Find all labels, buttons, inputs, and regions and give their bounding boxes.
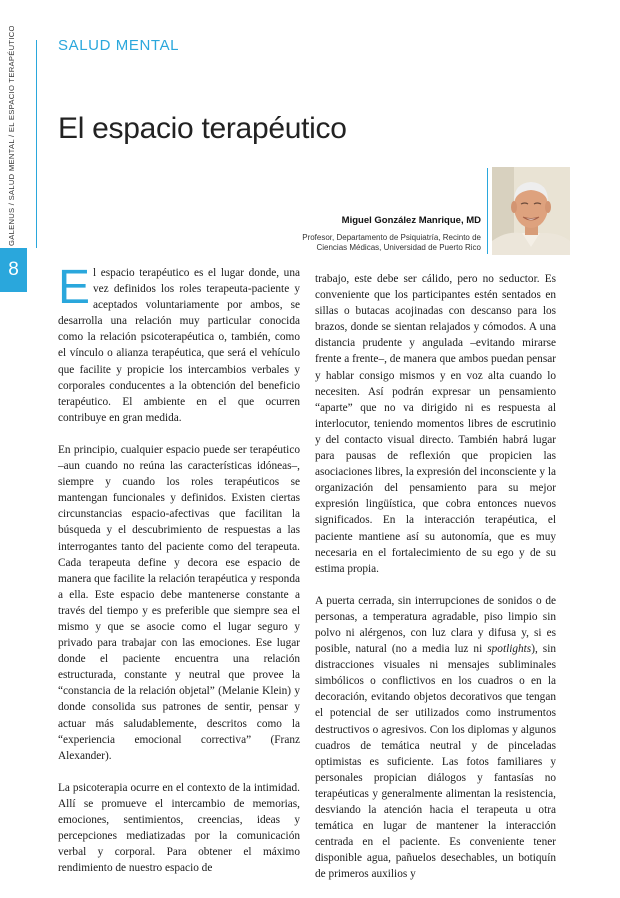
author-byline [302, 215, 481, 253]
author-affiliation-line: Profesor, Departamento de Psiquiatría, Recinto de [302, 233, 481, 242]
body-text: l espacio terapéutico es el lugar donde, una vez definidos los roles terapeuta-paciente y aceptados voluntariamente por ambos, se desarrolla una relación muy particular conocida como la relación psicoterapéutica o, también, como el vínculo o alianza terapéutica, que será el vehículo que facilite y propicie los intercambios verbales y corporales conducentes a la obtención del beneficio terapéutico. El ambiente en el que ocurren contribuye en gran medida. [58, 267, 300, 424]
author-portrait-illustration [492, 167, 570, 255]
article-title: El espacio terapéutico [58, 112, 347, 145]
body-paragraph [58, 261, 300, 426]
body-text: ), sin distracciones visuales ni mensajes subliminales simbólicos o conflictivos en los cuadros o en la decoración, evitando objetos decorativos que tengan el potencial de ser utilizados como instrumentos destructivos o agresivos. Con los diplomas y algunos cuadros de temática neutral y de pinceladas optimistas es suficiente. Las fotos familiares y personales propician diálogos y fantasías no terapéuticas y generalmente alimentan la resistencia, desviando la atención hacia el terapeuta u otra temática en lugar de mantener la interacción centrada en el paciente. Es conveniente tener disponible agua, pañuelos desechables, un botiquín de primeros auxilios y [315, 643, 556, 881]
author-affiliation [302, 233, 481, 253]
body-paragraph [315, 593, 556, 883]
sidebar-divider [36, 40, 37, 248]
body-paragraph: trabajo, este debe ser cálido, pero no seductor. Es conveniente que los participantes estén sentados en sillas o butacas acojinadas con descanso para los brazos, donde se sientan relajados y cómodos. A una distancia prudente y angulada –evitando mirarse frente a frente–, de manera que ambos puedan pensar y hablar consigo mismos y en voz alta cuando lo necesiten. Así podrán expresar un pensamiento “aparte” que no va dirigido ni es respuesta al interlocutor, teniendo momentos libres de escrutinio y del contacto visual directo. También habrá lugar para pausas de reflexión que propicien las asociaciones libres, la expresión del inconsciente y la organización del pensamiento para su mejor expresión lingüística, que cobra entonces nuevos significados. En la interacción terapéutica, el paciente mantiene así su autonomía, que es muy necesaria en el fortalecimiento de su ego y de su estima propia. [315, 273, 556, 575]
article-column-left [58, 261, 300, 892]
body-paragraph: La psicoterapia ocurre en el contexto de la intimidad. Allí se promueve el intercambio de memorias, emociones, sentimientos, creencias, ideas y percepciones mediatizadas por la comunicación verbal y corporal. Para obtener el máximo rendimiento de nuestro espacio de [58, 781, 300, 875]
italic-term: spotlights [487, 643, 532, 656]
photo-divider [487, 168, 488, 254]
author-affiliation-line: Ciencias Médicas, Universidad de Puerto Rico [316, 243, 481, 252]
body-paragraph: En principio, cualquier espacio puede ser terapéutico –aun cuando no reúna las características idóneas–, siempre y cuando los roles terapéuticos se mantengan funcionales y definidos. Existen ciertas circunstancias espacio-afectivas que facilitan la búsqueda y el descubrimiento de respuestas a las interrogantes tanto del paciente como del terapeuta. Cada terapeuta define y decora ese espacio de manera que facilite la relación terapéutica y responda a ella. Este espacio debe mantenerse constante a través del tiempo y es preferible que siempre sea el mismo y que se asocie como el lugar seguro y privado para trabajar con las emociones. Ese lugar donde el paciente encuentra una relación estructurada, constante y neutral que provee la “constancia de la relación objetal” (Melanie Klein) y donde consolida sus patrones de sentir, pensar y actuar más saludablemente, descritos como la “experiencia emocional correctiva” (Franz Alexander). [58, 443, 300, 762]
author-name: Miguel González Manrique, MD [341, 215, 481, 226]
section-label: SALUD MENTAL [58, 37, 180, 54]
sidebar-running-head: GALENUS / SALUD MENTAL / EL ESPACIO TERAPÉUTICO [7, 25, 16, 246]
body-text: A puerta cerrada, sin interrupciones de sonidos o de personas, a temperatura agradable, piso limpio sin polvo ni alérgenos, con luz clara y difusa y, si es posible, natural (no a media luz ni [315, 594, 556, 656]
drop-cap: E [58, 261, 91, 314]
page-number: 8 [0, 248, 27, 292]
article-column-right [315, 271, 556, 898]
author-photo [492, 167, 570, 255]
